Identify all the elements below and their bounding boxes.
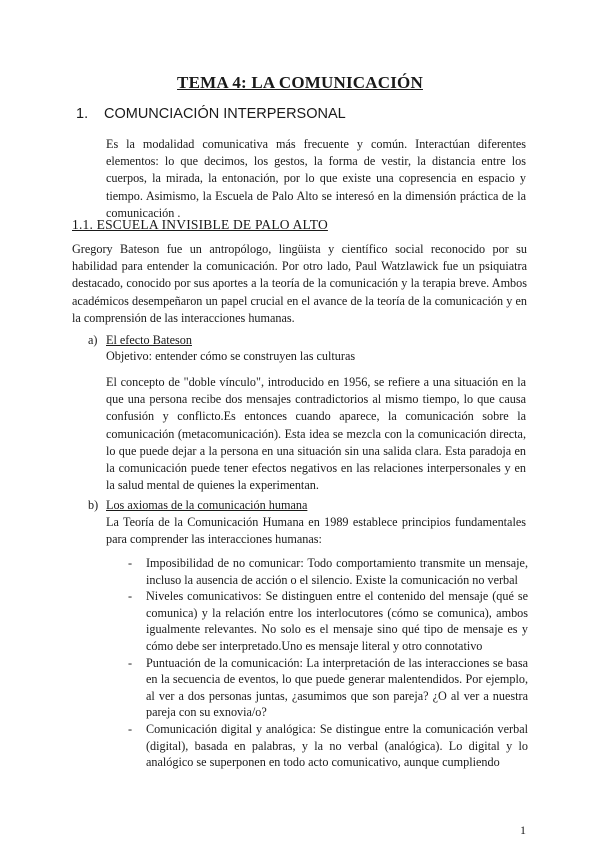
section-number: 1. bbox=[76, 106, 89, 122]
subsection-heading: 1.1. ESCUELA INVISIBLE DE PALO ALTO bbox=[72, 217, 328, 232]
section-heading bbox=[76, 106, 346, 122]
list-item: - Puntuación de la comunicación: La interpretación de las interacciones se basa en la secuencia de eventos, lo que puede generar malentendidos. Por ejemplo, al ver a dos personas juntas, ¿asumimos que son pareja? ¿O al ver a nuestra pareja con su exnovia/o? bbox=[128, 655, 528, 720]
item-b-marker: b) bbox=[88, 498, 99, 512]
item-a-marker: a) bbox=[88, 333, 98, 347]
list-item: - Imposibilidad de no comunicar: Todo comportamiento transmite un mensaje, incluso la ausencia de acción o el silencio. Existe la comunicación no verbal bbox=[128, 556, 528, 587]
section-heading-text: COMUNCIACIÓN INTERPERSONAL bbox=[104, 106, 346, 122]
item-a-paragraph: El concepto de "doble vínculo", introducido en 1956, se refiere a una situación en la que una persona recibe dos mensajes contradictorios al mismo tiempo, lo que causa confusión y conflicto.Es entonces cuando aparece, la comunicación sobre la comunicación (metacomunicación). Esta idea se mezcla con la comunicación directa, lo que puede dejar a la persona en una situación sin una salida clara. Esta paradoja en la comunicación puede tener efectos negativos en las relaciones interpersonales y en la salud mental de quienes la experimentan. bbox=[106, 375, 526, 493]
list-item: - Comunicación digital y analógica: Se distingue entre la comunicación verbal (digital), basada en palabras, y la no verbal (analógica). Lo digital y lo analógico se superponen en todo acto comunicativo, aunque cumpliendo bbox=[128, 721, 528, 770]
page-number: 1 bbox=[520, 823, 526, 837]
item-b-title: Los axiomas de la comunicación humana bbox=[106, 498, 308, 512]
section-paragraph: Es la modalidad comunicativa más frecuente y común. Interactúan diferentes elementos: lo que decimos, los gestos, la forma de vestir, la distancia entre los cuerpos, la mirada, la entonación, por lo que existe una copresencia en espacio y tiempo. Asimismo, la Escuela de Palo Alto se interesó en la dimensión práctica de la comunicación . bbox=[106, 137, 526, 220]
item-a-title: El efecto Bateson bbox=[106, 333, 192, 347]
page-title: TEMA 4: LA COMUNICACIÓN bbox=[177, 73, 423, 92]
axioms-list bbox=[128, 555, 528, 771]
list-item: - Niveles comunicativos: Se distinguen entre el contenido del mensaje (qué se comunica) y la relación entre los interlocutores (cómo se comunica), ambos igualmente relevantes. No solo es el mensaje sino qué tipo de mensaje es y cómo debe ser interpretado.Uno es mensaje literal y otro connotativo bbox=[128, 589, 528, 653]
item-b-paragraph: La Teoría de la Comunicación Humana en 1989 establece principios fundamentales para comprender las interacciones humanas: bbox=[106, 515, 526, 547]
item-a-objective: Objetivo: entender cómo se construyen las culturas bbox=[106, 349, 356, 363]
subsection-paragraph: Gregory Bateson fue un antropólogo, lingüista y científico social reconocido por su habilidad para entender la comunicación. Por otro lado, Paul Watzlawick fue un psiquiatra destacado, conocido por sus aportes a la teoría de la comunicación y la terapia breve. Ambos académicos desempeñaron un papel crucial en el avance de la teoría de la comunicación y en la comprensión de las interacciones humanas. bbox=[72, 242, 527, 325]
